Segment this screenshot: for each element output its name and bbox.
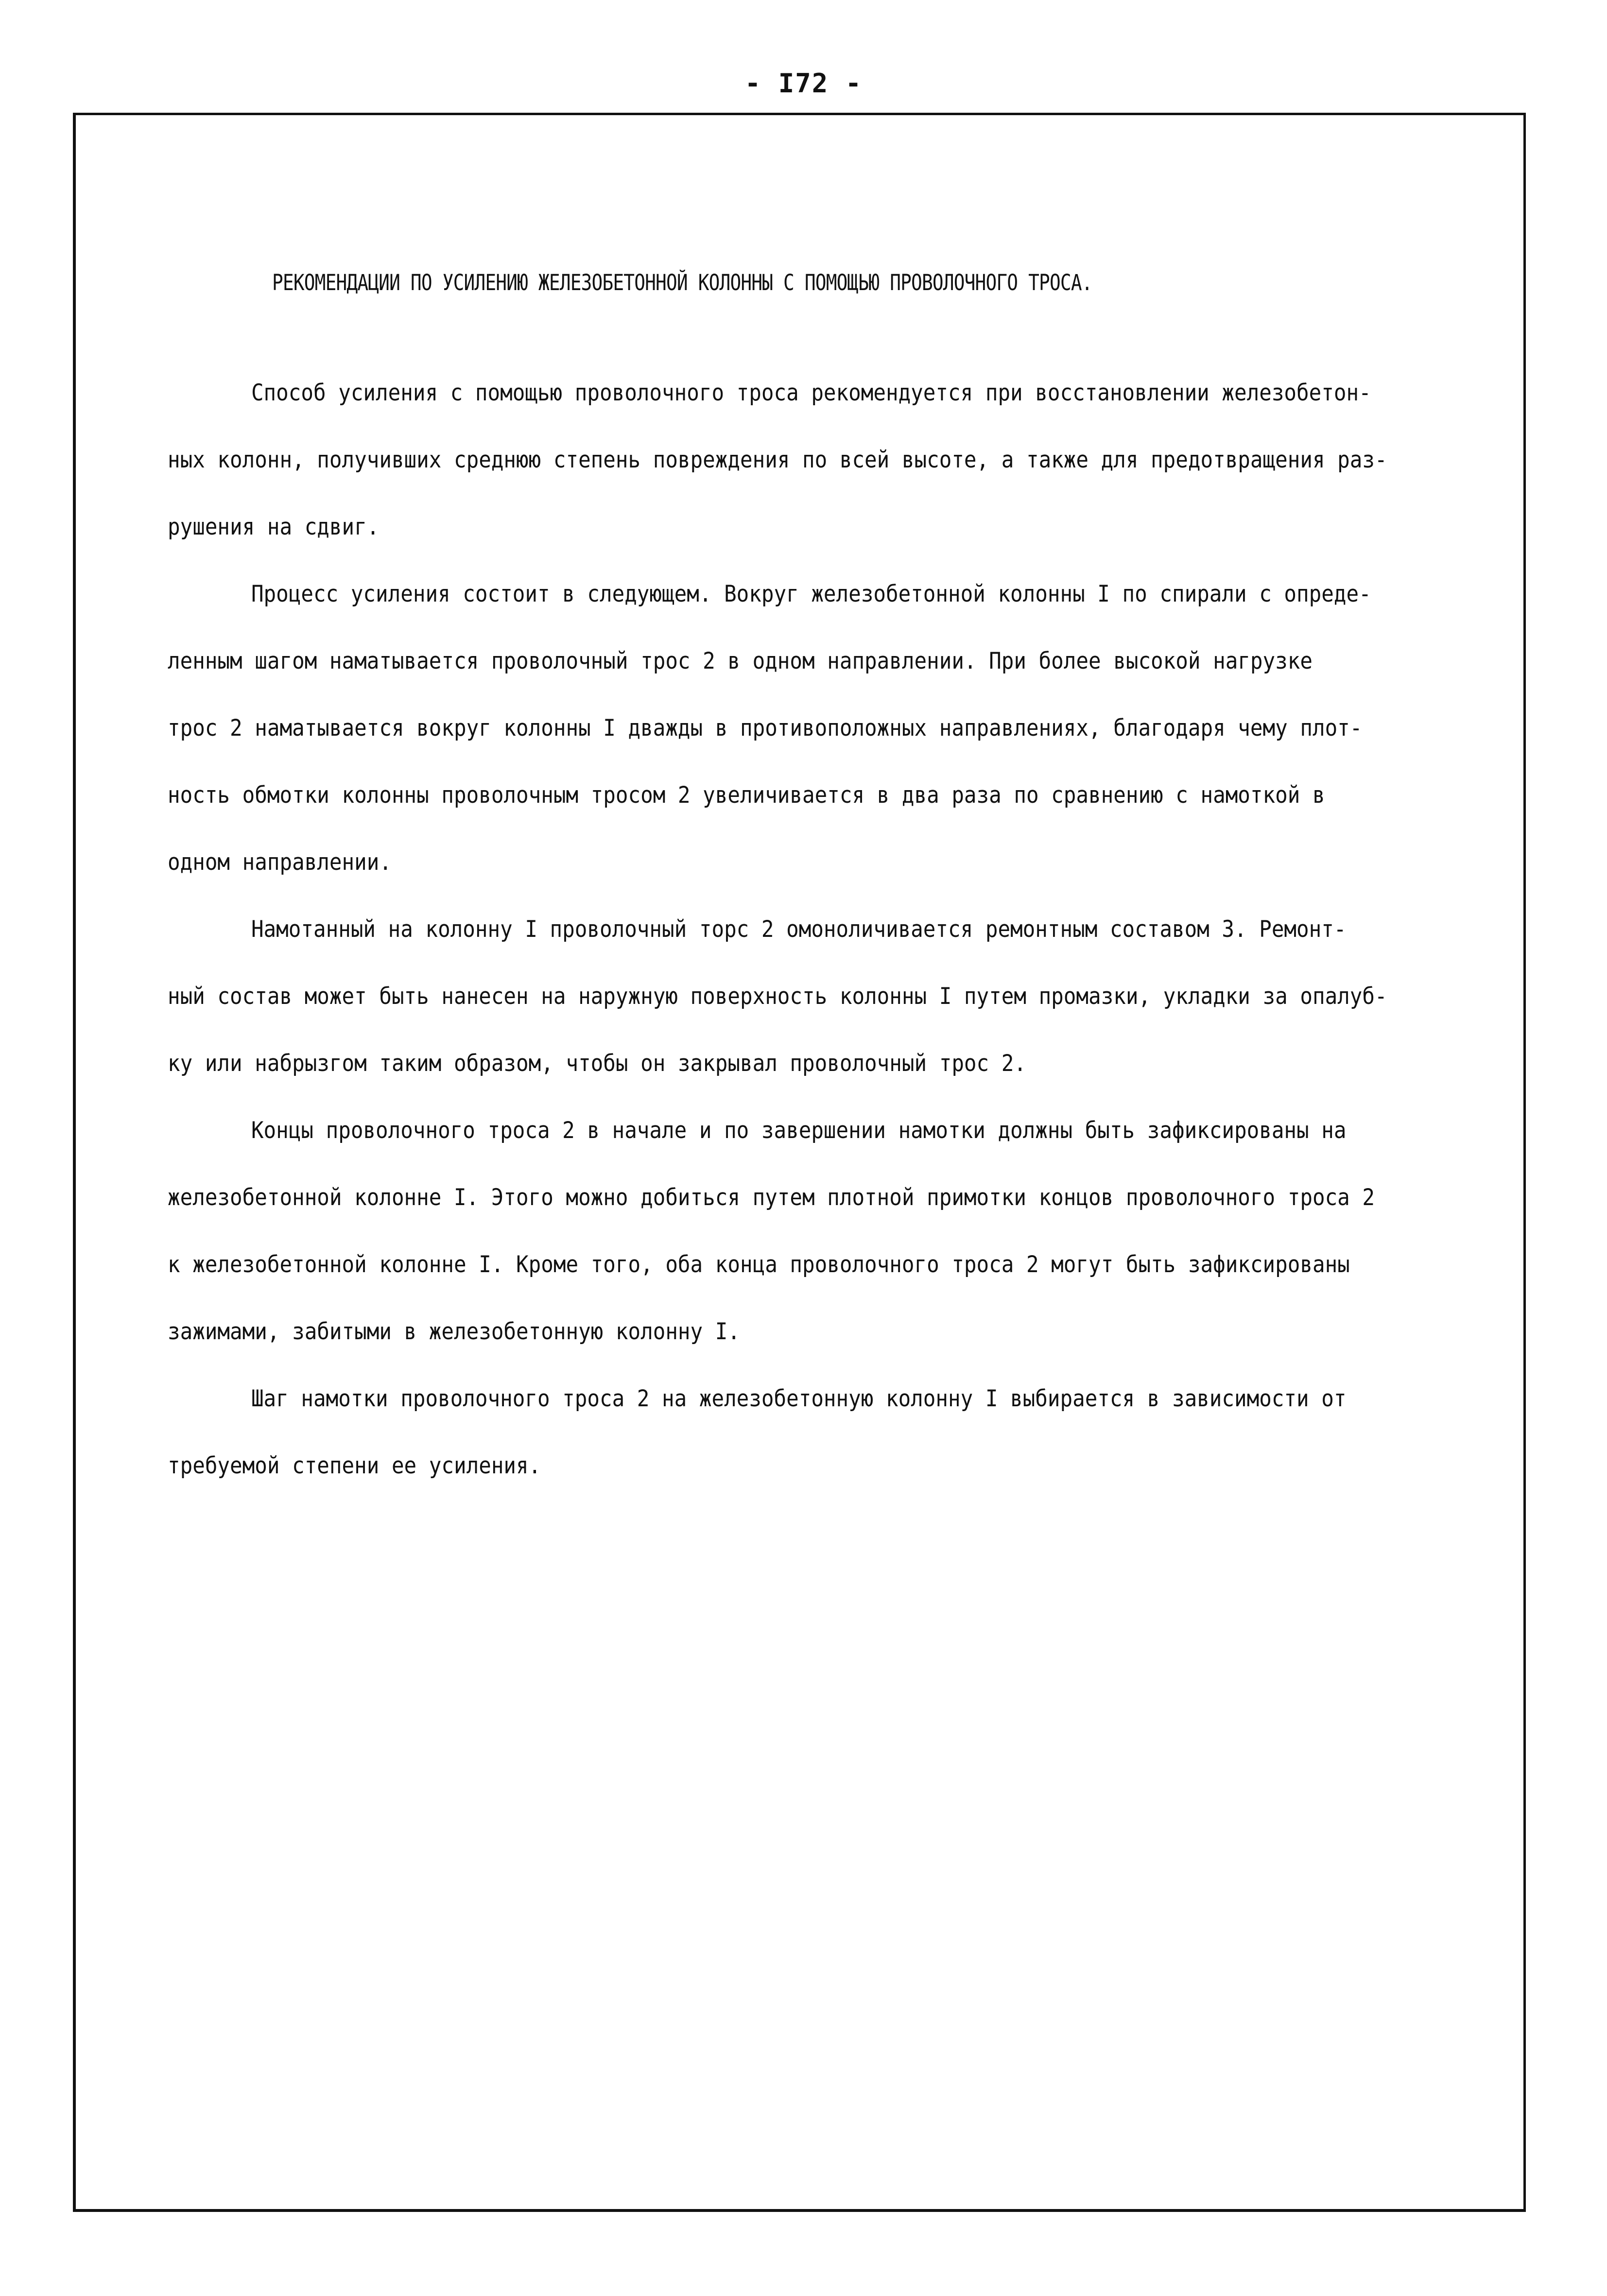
paragraph-3-line-1: Намотанный на колонну I проволочный торс 2 омоноличивается ремонтным составом 3. Ремонт- [251,916,1347,943]
body-text [168,360,1502,1500]
paragraph-4-line-1: Концы проволочного троса 2 в начале и по завершении намотки должны быть зафиксированы на [251,1117,1347,1144]
paragraph-4-line-4: зажимами, забитыми в железобетонную колонну I. [168,1318,740,1345]
paragraph-3-line-3: ку или набрызгом таким образом, чтобы он закрывал проволочный трос 2. [168,1050,1026,1077]
page-number: - I72 - [744,68,863,99]
paragraph-1-line-2: ных колонн, получивших среднюю степень повреждения по всей высоте, а также для предотвращения раз- [168,447,1387,473]
paragraph-2-line-3: трос 2 наматывается вокруг колонны I дважды в противоположных направлениях, благодаря чему плот- [168,715,1363,742]
paragraph-2-line-5: одном направлении. [168,849,392,876]
paragraph-2-line-4: ность обмотки колонны проволочным тросом 2 увеличивается в два раза по сравнению с намоткой в [168,782,1325,809]
paragraph-4-line-2: железобетонной колонне I. Этого можно добиться путем плотной примотки концов проволочного троса 2 [168,1184,1375,1211]
paragraph-2-line-1: Процесс усиления состоит в следующем. Вокруг железобетонной колонны I по спирали с опреде- [251,581,1371,607]
paragraph-2-line-2: ленным шагом наматывается проволочный трос 2 в одном направлении. При более высокой нагрузке [168,648,1313,674]
paragraph-3-line-2: ный состав может быть нанесен на наружную поверхность колонны I путем промазки, укладки за опалуб- [168,983,1387,1010]
paragraph-5-line-2: требуемой степени ее усиления. [168,1452,541,1479]
paragraph-1-line-3: рушения на сдвиг. [168,514,380,540]
paragraph-5-line-1: Шаг намотки проволочного троса 2 на железобетонную колонну I выбирается в зависимости от [251,1385,1347,1412]
document-title: РЕКОМЕНДАЦИИ ПО УСИЛЕНИЮ ЖЕЛЕЗОБЕТОННОЙ КОЛОННЫ С ПОМОЩЬЮ ПРОВОЛОЧНОГО ТРОСА. [272,270,1092,295]
paragraph-4-line-3: к железобетонной колонне I. Кроме того, оба конца проволочного троса 2 могут быть зафиксированы [168,1251,1350,1278]
paragraph-1-line-1: Способ усиления с помощью проволочного троса рекомендуется при восстановлении железобетон- [251,380,1371,406]
